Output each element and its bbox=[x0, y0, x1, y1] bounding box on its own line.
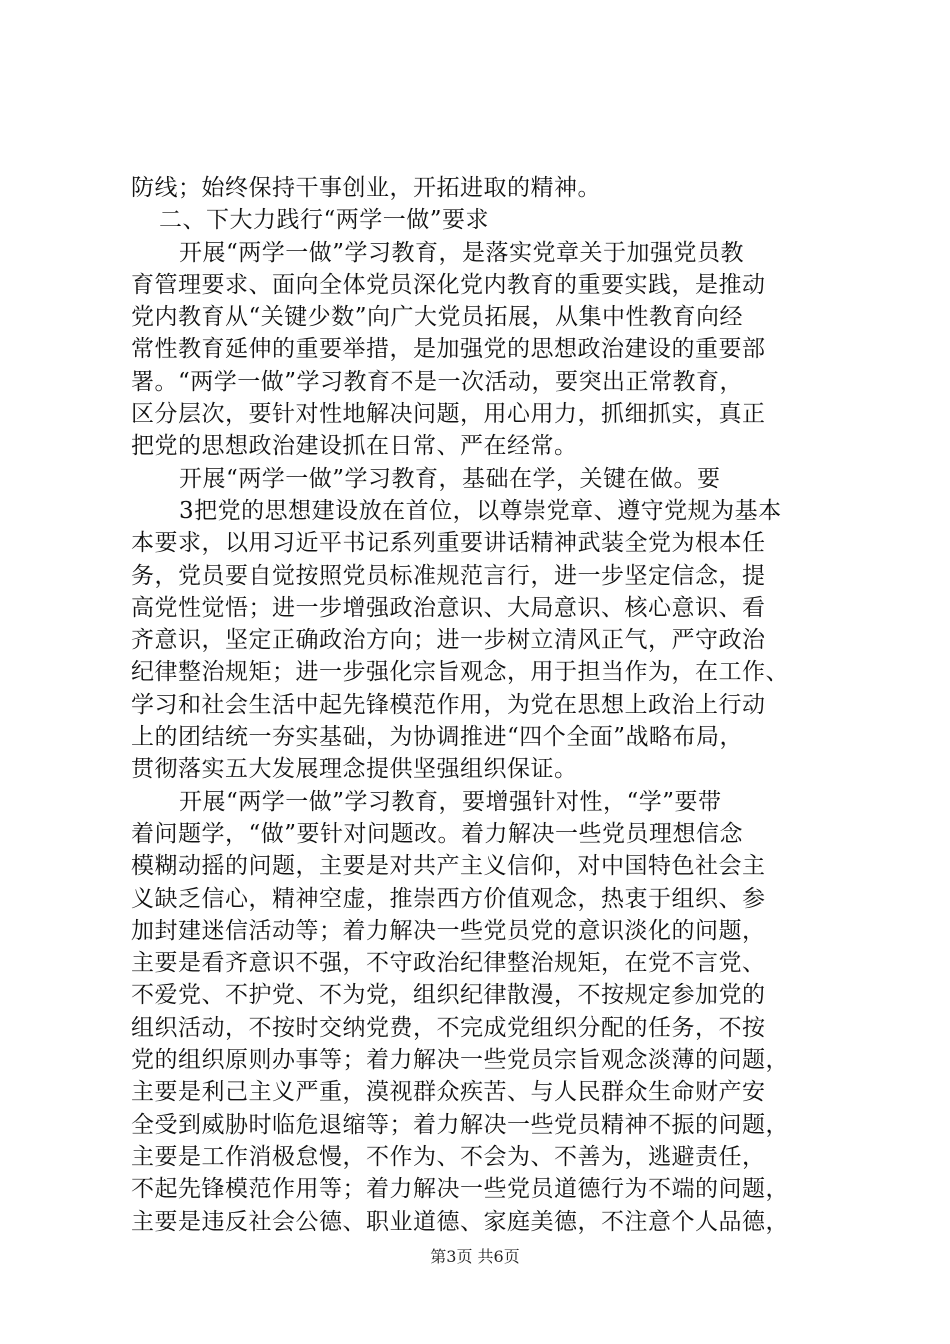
text-line: 加封建迷信活动等；着力解决一些党员党的意识淡化的问题， bbox=[131, 917, 766, 944]
text-line: 开展“两学一做”学习教育，基础在学，关键在做。要 bbox=[179, 465, 721, 492]
text-line: 本要求，以用习近平书记系列重要讲话精神武装全党为根本任 bbox=[131, 530, 766, 557]
document-body bbox=[131, 172, 831, 1238]
text-line: 开展“两学一做”学习教育，要增强针对性，“学”要带 bbox=[179, 788, 722, 815]
text-line: 主要是违反社会公德、职业道德、家庭美德，不注意个人品德， bbox=[131, 1208, 789, 1235]
text-line: 署。“两学一做”学习教育不是一次活动，要突出正常教育， bbox=[131, 368, 744, 395]
text-line: 不起先锋模范作用等；着力解决一些党员道德行为不端的问题， bbox=[131, 1176, 789, 1203]
text-line: 上的团结统一夯实基础，为协调推进“四个全面”战略布局， bbox=[131, 724, 744, 751]
text-line: 党内教育从“关键少数”向广大党员拓展，从集中性教育向经 bbox=[131, 304, 744, 331]
text-line: 把党的思想政治建设抓在日常、严在经常。 bbox=[131, 433, 578, 460]
text-line: 全受到威胁时临危退缩等；着力解决一些党员精神不振的问题， bbox=[131, 1111, 789, 1138]
text-line: 常性教育延伸的重要举措，是加强党的思想政治建设的重要部 bbox=[131, 336, 766, 363]
text-line: 党的组织原则办事等；着力解决一些党员宗旨观念淡薄的问题， bbox=[131, 1047, 789, 1074]
text-line: 组织活动，不按时交纳党费，不完成党组织分配的任务，不按 bbox=[131, 1014, 766, 1041]
text-line: 纪律整治规矩；进一步强化宗旨观念，用于担当作为，在工作、 bbox=[131, 659, 789, 686]
text-line: 齐意识，坚定正确政治方向；进一步树立清风正气，严守政治 bbox=[131, 627, 766, 654]
page-footer: 第3页 共6页 bbox=[430, 1247, 520, 1266]
text-line: 防线；始终保持干事创业，开拓进取的精神。 bbox=[131, 175, 601, 201]
text-line: 3把党的思想建设放在首位，以尊崇党章、遵守党规为基本 bbox=[179, 497, 782, 524]
text-line: 育管理要求、面向全体党员深化党内教育的重要实践，是推动 bbox=[131, 271, 766, 298]
text-line: 主要是看齐意识不强，不守政治纪律整治规矩，在党不言党、 bbox=[131, 950, 766, 977]
text-line: 主要是工作消极怠慢，不作为、不会为、不善为，逃避责任， bbox=[131, 1143, 766, 1170]
text-line: 义缺乏信心，精神空虚，推崇西方价值观念，热衷于组织、参 bbox=[131, 885, 766, 912]
text-line: 二、下大力践行“两学一做”要求 bbox=[159, 207, 490, 234]
text-line: 务，党员要自觉按照党员标准规范言行，进一步坚定信念，提 bbox=[131, 562, 766, 589]
text-line: 高党性觉悟；进一步增强政治意识、大局意识、核心意识、看 bbox=[131, 594, 766, 621]
text-line: 主要是利己主义严重，漠视群众疾苦、与人民群众生命财产安 bbox=[131, 1079, 766, 1106]
text-line: 着问题学，“做”要针对问题改。着力解决一些党员理想信念 bbox=[131, 820, 744, 847]
text-line: 学习和社会生活中起先锋模范作用，为党在思想上政治上行动 bbox=[131, 691, 766, 718]
text-line: 模糊动摇的问题，主要是对共产主义信仰，对中国特色社会主 bbox=[131, 853, 766, 880]
text-line: 不爱党、不护党、不为党，组织纪律散漫，不按规定参加党的 bbox=[131, 982, 766, 1009]
text-line: 开展“两学一做”学习教育，是落实党章关于加强党员教 bbox=[179, 239, 745, 266]
text-line: 贯彻落实五大发展理念提供坚强组织保证。 bbox=[131, 756, 578, 783]
text-line: 区分层次，要针对性地解决问题，用心用力，抓细抓实，真正 bbox=[131, 401, 766, 428]
